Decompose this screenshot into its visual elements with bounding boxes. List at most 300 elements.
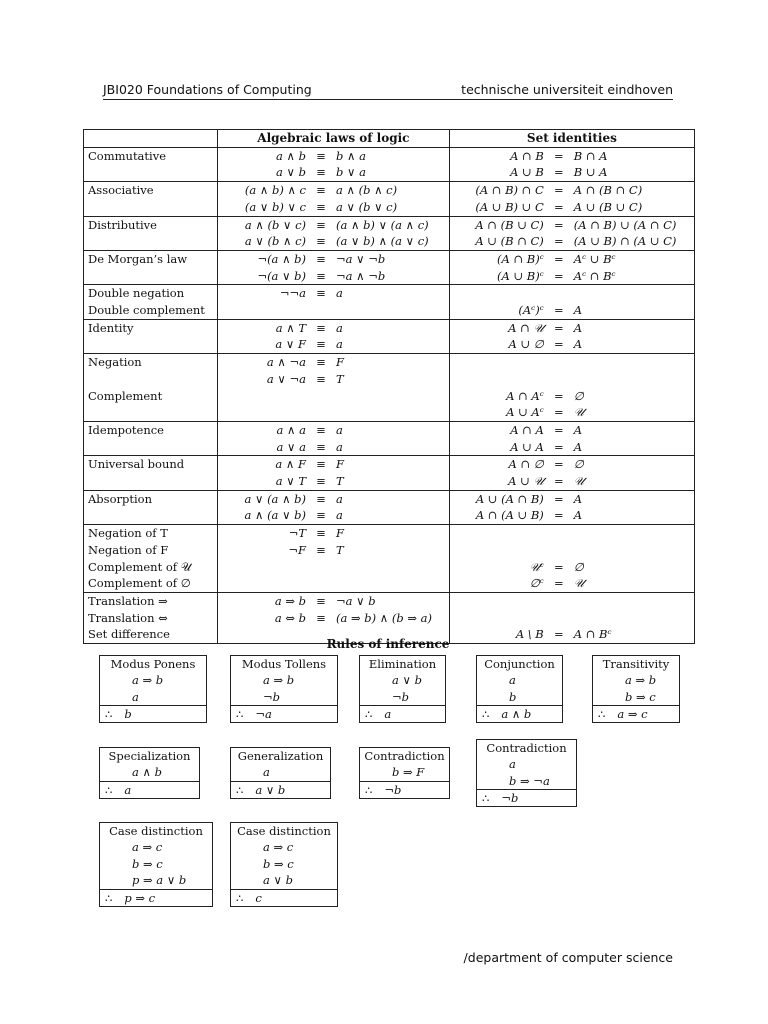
cell-le: ≡ xyxy=(316,337,326,352)
law-group xyxy=(84,456,695,490)
cell-lr: b ∧ a xyxy=(332,147,449,164)
cell-le: ≡ xyxy=(316,199,326,214)
cell-le: ≡ xyxy=(316,234,326,249)
cell-ll: a ⇒ b xyxy=(274,593,306,608)
cell-se: = xyxy=(553,183,564,198)
table-row xyxy=(84,404,695,421)
table-row xyxy=(84,216,695,233)
cell-se: = xyxy=(553,337,564,352)
cell-ll xyxy=(218,559,311,576)
cell-se: = xyxy=(553,422,564,437)
cell-sr xyxy=(570,610,695,627)
header-rule xyxy=(103,99,673,100)
cell-le xyxy=(310,404,332,421)
rule-box xyxy=(359,655,446,723)
cell-name xyxy=(84,473,218,490)
rule-conclusion-row xyxy=(231,781,330,798)
rule-premise: b xyxy=(509,689,517,704)
cell-ll: a ∧ a xyxy=(276,422,306,437)
cell-name: Double negation xyxy=(84,285,218,302)
cell-le: ≡ xyxy=(316,610,326,625)
cell-ll: a ∧ F xyxy=(275,457,306,472)
rule-premise: a xyxy=(509,757,516,771)
rule-box xyxy=(476,739,577,807)
header-blank-cell xyxy=(84,130,218,148)
cell-sl: (A ∪ B) ∪ C xyxy=(475,199,544,214)
cell-sl: (Aᶜ)ᶜ xyxy=(518,303,544,318)
rule-title: Modus Ponens xyxy=(110,657,196,671)
cell-sl: A ∪ (B ∩ C) xyxy=(475,234,544,249)
table-row xyxy=(84,319,695,336)
rule-box xyxy=(230,655,338,723)
table-row xyxy=(84,268,695,285)
therefore-symbol: ∴ xyxy=(105,782,113,797)
rule-title: Transitivity xyxy=(602,657,670,671)
rule-conclusion: c xyxy=(255,890,262,905)
rule-conclusion-row xyxy=(100,889,212,906)
cell-sl: A ∩ (A ∪ B) xyxy=(475,508,544,523)
rule-premise: a ⇒ c xyxy=(132,840,163,854)
cell-sl: (A ∩ B) ∩ C xyxy=(475,183,544,198)
cell-se: = xyxy=(553,576,564,591)
rule-box xyxy=(99,655,207,723)
cell-le xyxy=(310,388,332,405)
cell-lr: (a ∧ b) ∨ (a ∧ c) xyxy=(332,216,449,233)
law-group xyxy=(84,592,695,643)
rule-conclusion: a xyxy=(384,707,392,721)
cell-le xyxy=(310,302,332,319)
cell-sr: 𝒰 xyxy=(570,473,695,490)
rule-title: Conjunction xyxy=(484,657,555,671)
cell-sl: 𝒰ᶜ xyxy=(529,559,544,574)
cell-sl: A ∩ (B ∪ C) xyxy=(475,217,544,232)
rule-premise: a ∨ b xyxy=(263,873,293,887)
cell-sl: A ∩ ∅ xyxy=(508,457,544,472)
cell-name xyxy=(84,336,218,353)
cell-sr: ∅ xyxy=(570,456,695,473)
therefore-symbol: ∴ xyxy=(365,782,373,797)
cell-sr: ∅ xyxy=(570,559,695,576)
cell-lr: T xyxy=(332,371,449,388)
cell-sl: A ∪ Aᶜ xyxy=(506,405,544,420)
cell-lr: a xyxy=(332,285,449,302)
cell-le: ≡ xyxy=(316,355,326,370)
cell-ll: a ∨ ¬a xyxy=(266,371,306,386)
table-row xyxy=(84,421,695,438)
cell-le: ≡ xyxy=(316,320,326,335)
cell-sr xyxy=(570,371,695,388)
rule-premise: a xyxy=(509,673,516,687)
rule-conclusion: a ⇒ c xyxy=(617,707,648,721)
cell-se: = xyxy=(553,148,564,163)
cell-se xyxy=(548,592,570,609)
cell-sr xyxy=(570,285,695,302)
table-row xyxy=(84,610,695,627)
rule-premise: a ⇒ b xyxy=(263,673,295,687)
cell-le: ≡ xyxy=(316,542,326,557)
table-row xyxy=(84,542,695,559)
footer-department: /department of computer science xyxy=(463,950,673,965)
cell-lr xyxy=(332,559,449,576)
cell-ll: ¬(a ∧ b) xyxy=(257,251,306,266)
cell-le: ≡ xyxy=(316,268,326,283)
law-group xyxy=(84,421,695,455)
cell-sr: Aᶜ ∩ Bᶜ xyxy=(570,268,695,285)
cell-name xyxy=(84,164,218,181)
rule-title: Case distinction xyxy=(109,824,203,838)
rule-box xyxy=(359,747,450,799)
rule-conclusion-row xyxy=(231,705,337,722)
cell-name: Negation xyxy=(84,354,218,371)
cell-name: Translation ⇒ xyxy=(84,592,218,609)
cell-se xyxy=(548,371,570,388)
table-row xyxy=(84,525,695,542)
rule-conclusion: ¬b xyxy=(501,791,519,805)
cell-name: Idempotence xyxy=(84,421,218,438)
cell-sr: 𝒰 xyxy=(570,575,695,592)
laws-table-header xyxy=(84,130,695,148)
cell-le: ≡ xyxy=(316,286,326,301)
cell-sl xyxy=(449,525,548,542)
cell-sl: ∅ᶜ xyxy=(529,576,544,591)
cell-ll: a ∧ T xyxy=(275,320,306,335)
laws-table xyxy=(83,129,695,644)
rule-conclusion: a ∨ b xyxy=(255,782,286,797)
cell-ll: a ∨ (b ∧ c) xyxy=(244,234,306,249)
rule-title: Contradiction xyxy=(486,741,567,755)
rule-conclusion: ¬a xyxy=(255,707,272,721)
cell-ll: a ∧ (a ∨ b) xyxy=(244,508,306,523)
cell-le: ≡ xyxy=(316,148,326,163)
law-group xyxy=(84,525,695,593)
cell-lr: (a ∨ b) ∧ (a ∨ c) xyxy=(332,233,449,250)
rule-premise: b ⇒ c xyxy=(263,856,294,871)
rule-premise: b ⇒ F xyxy=(392,765,425,779)
law-group xyxy=(84,319,695,353)
cell-sl: A ∩ 𝒰 xyxy=(508,320,544,335)
cell-sl: A ∪ ∅ xyxy=(508,337,544,352)
cell-sr: A xyxy=(570,490,695,507)
therefore-symbol: ∴ xyxy=(365,707,373,721)
cell-se: = xyxy=(553,457,564,472)
rule-box xyxy=(99,747,200,799)
cell-ll: a ∨ T xyxy=(275,474,306,489)
cell-sr xyxy=(570,354,695,371)
cell-sl: (A ∩ B)ᶜ xyxy=(497,251,544,266)
cell-sr: ∅ xyxy=(570,388,695,405)
cell-se: = xyxy=(553,251,564,266)
table-row xyxy=(84,285,695,302)
rule-conclusion-row xyxy=(231,889,337,906)
cell-lr: T xyxy=(332,542,449,559)
cell-name: Complement xyxy=(84,388,218,405)
cell-name: Double complement xyxy=(84,302,218,319)
cell-sr: A xyxy=(570,439,695,456)
cell-name: Translation ⇔ xyxy=(84,610,218,627)
law-group xyxy=(84,285,695,319)
cell-sr: (A ∪ B) ∩ (A ∪ C) xyxy=(570,233,695,250)
law-group xyxy=(84,354,695,422)
rule-conclusion: ¬b xyxy=(384,782,402,797)
rule-conclusion-row xyxy=(100,781,199,798)
rule-box xyxy=(230,747,331,799)
cell-name: Negation of F xyxy=(84,542,218,559)
cell-name xyxy=(84,199,218,216)
cell-ll: a ∨ b xyxy=(276,165,306,180)
cell-lr: ¬a ∨ ¬b xyxy=(332,250,449,267)
cell-name xyxy=(84,268,218,285)
cell-le: ≡ xyxy=(316,593,326,608)
cell-lr: F xyxy=(332,525,449,542)
header-logic: Algebraic laws of logic xyxy=(218,130,450,148)
cell-name: Identity xyxy=(84,319,218,336)
table-row xyxy=(84,302,695,319)
cell-ll: ¬F xyxy=(288,542,306,557)
cell-name: Set difference xyxy=(84,626,218,643)
therefore-symbol: ∴ xyxy=(236,707,244,721)
cell-le: ≡ xyxy=(316,371,326,386)
rule-premise: ¬b xyxy=(392,689,409,704)
cell-le: ≡ xyxy=(316,474,326,489)
rule-conclusion-row xyxy=(593,705,679,722)
cell-sr: A xyxy=(570,421,695,438)
rule-conclusion: p ⇒ c xyxy=(124,890,156,905)
cell-lr: a xyxy=(332,439,449,456)
rule-premise: a ⇒ c xyxy=(263,840,294,854)
rule-premise: b ⇒ c xyxy=(625,689,656,704)
cell-ll: (a ∧ b) ∧ c xyxy=(244,183,306,198)
cell-lr: ¬a ∧ ¬b xyxy=(332,268,449,285)
cell-lr: (a ⇒ b) ∧ (b ⇒ a) xyxy=(332,610,449,627)
cell-se xyxy=(548,354,570,371)
cell-name xyxy=(84,371,218,388)
cell-sl xyxy=(449,542,548,559)
cell-le: ≡ xyxy=(316,491,326,506)
rule-premise: p ⇒ a ∨ b xyxy=(132,873,187,887)
rule-premise: a ⇒ b xyxy=(625,673,657,687)
rule-premise: a xyxy=(132,689,139,704)
cell-lr: a xyxy=(332,507,449,524)
cell-sr: Aᶜ ∪ Bᶜ xyxy=(570,250,695,267)
table-row xyxy=(84,439,695,456)
cell-lr: a xyxy=(332,319,449,336)
cell-name xyxy=(84,233,218,250)
rule-title: Specialization xyxy=(108,749,191,763)
rule-premise: a ∨ b xyxy=(392,673,422,687)
cell-se xyxy=(548,525,570,542)
cell-lr: F xyxy=(332,456,449,473)
cell-sr: A xyxy=(570,507,695,524)
cell-name: Commutative xyxy=(84,147,218,164)
cell-sr xyxy=(570,592,695,609)
cell-se: = xyxy=(553,217,564,232)
cell-ll: ¬¬a xyxy=(279,286,306,301)
cell-sr xyxy=(570,525,695,542)
table-row xyxy=(84,456,695,473)
rule-premise: a xyxy=(263,765,270,779)
cell-name: Complement of 𝒰 xyxy=(84,559,218,576)
cell-sr: (A ∩ B) ∪ (A ∩ C) xyxy=(570,216,695,233)
table-row xyxy=(84,388,695,405)
cell-sr xyxy=(570,542,695,559)
cell-name: Distributive xyxy=(84,216,218,233)
rule-conclusion: a xyxy=(124,782,132,797)
rule-premise: b ⇒ ¬a xyxy=(509,773,550,788)
rules-title: Rules of inference xyxy=(326,637,450,651)
cell-name xyxy=(84,404,218,421)
cell-le: ≡ xyxy=(316,165,326,180)
cell-se: = xyxy=(553,199,564,214)
cell-sl: (A ∪ B)ᶜ xyxy=(497,268,544,283)
cell-sl xyxy=(449,592,548,609)
cell-le: ≡ xyxy=(316,439,326,454)
rule-conclusion: a ∧ b xyxy=(501,707,532,721)
table-row xyxy=(84,336,695,353)
table-row xyxy=(84,182,695,199)
table-row xyxy=(84,199,695,216)
cell-sr: A ∩ Bᶜ xyxy=(570,626,695,643)
table-row xyxy=(84,147,695,164)
cell-lr xyxy=(332,388,449,405)
cell-se: = xyxy=(553,165,564,180)
cell-ll: a ∧ (b ∨ c) xyxy=(244,217,306,232)
cell-ll: a ∨ (a ∧ b) xyxy=(244,491,306,506)
header-sets: Set identities xyxy=(449,130,694,148)
cell-name xyxy=(84,439,218,456)
cell-se: = xyxy=(553,388,564,403)
cell-se: = xyxy=(553,474,564,489)
cell-sl: A ∪ (A ∩ B) xyxy=(475,491,544,506)
rule-premise: a ⇒ b xyxy=(132,673,164,687)
rule-conclusion-row xyxy=(360,705,445,722)
rule-title: Case distinction xyxy=(237,824,331,838)
table-row xyxy=(84,233,695,250)
cell-se: = xyxy=(553,559,564,574)
cell-name xyxy=(84,507,218,524)
cell-lr xyxy=(332,302,449,319)
table-row xyxy=(84,559,695,576)
table-row xyxy=(84,507,695,524)
cell-name: Associative xyxy=(84,182,218,199)
cell-sl xyxy=(449,371,548,388)
cell-lr xyxy=(332,404,449,421)
cell-sl: A ∩ Aᶜ xyxy=(506,388,544,403)
cell-name: Absorption xyxy=(84,490,218,507)
cell-sr: A ∩ (B ∩ C) xyxy=(570,182,695,199)
cell-se: = xyxy=(553,303,564,318)
therefore-symbol: ∴ xyxy=(482,707,490,721)
table-row xyxy=(84,354,695,371)
table-row xyxy=(84,592,695,609)
cell-ll xyxy=(218,404,311,421)
cell-sr: B ∩ A xyxy=(570,147,695,164)
header-university: technische universiteit eindhoven xyxy=(461,82,673,97)
therefore-symbol: ∴ xyxy=(482,791,490,805)
cell-le: ≡ xyxy=(316,422,326,437)
cell-lr: a ∧ (b ∧ c) xyxy=(332,182,449,199)
cell-sr: A xyxy=(570,336,695,353)
cell-le: ≡ xyxy=(316,508,326,523)
cell-se: = xyxy=(553,439,564,454)
cell-se xyxy=(548,542,570,559)
rule-title: Elimination xyxy=(368,657,437,671)
rule-conclusion-row xyxy=(100,705,206,722)
cell-name: Negation of T xyxy=(84,525,218,542)
rule-box xyxy=(230,822,338,907)
table-row xyxy=(84,164,695,181)
rule-title: Contradiction xyxy=(364,749,445,763)
rule-title: Modus Tollens xyxy=(241,657,327,671)
cell-sr: A xyxy=(570,319,695,336)
cell-se: = xyxy=(553,320,564,335)
rule-premise: b ⇒ c xyxy=(132,856,163,871)
rule-conclusion-row xyxy=(360,781,449,798)
cell-sl: A ∪ A xyxy=(510,439,544,454)
cell-se xyxy=(548,285,570,302)
cell-lr: a ∨ (b ∨ c) xyxy=(332,199,449,216)
therefore-symbol: ∴ xyxy=(236,782,244,797)
table-row xyxy=(84,490,695,507)
cell-ll xyxy=(218,302,311,319)
therefore-symbol: ∴ xyxy=(105,707,113,721)
cell-sl xyxy=(449,285,548,302)
cell-le xyxy=(310,575,332,592)
cell-sl: A ∩ B xyxy=(510,148,544,163)
cell-ll: ¬(a ∨ b) xyxy=(257,268,306,283)
table-row xyxy=(84,371,695,388)
cell-se: = xyxy=(553,627,564,642)
cell-sl: A \ B xyxy=(515,627,544,642)
cell-sl: A ∩ A xyxy=(510,422,544,437)
cell-ll: (a ∨ b) ∨ c xyxy=(244,199,306,214)
cell-le: ≡ xyxy=(316,526,326,541)
cell-lr: a xyxy=(332,490,449,507)
cell-lr: a xyxy=(332,336,449,353)
cell-ll: a ∨ F xyxy=(275,337,306,352)
cell-se: = xyxy=(553,268,564,283)
cell-name: Universal bound xyxy=(84,456,218,473)
cell-le: ≡ xyxy=(316,183,326,198)
cell-sl: A ∪ 𝒰 xyxy=(508,474,544,489)
cell-lr: ¬a ∨ b xyxy=(332,592,449,609)
cell-ll: ¬T xyxy=(288,526,306,541)
header-course-title: JBI020 Foundations of Computing xyxy=(103,82,312,97)
cell-sl xyxy=(449,610,548,627)
cell-lr: T xyxy=(332,473,449,490)
rule-box xyxy=(592,655,680,723)
law-group xyxy=(84,147,695,181)
cell-sr: A ∪ (B ∪ C) xyxy=(570,199,695,216)
law-group xyxy=(84,182,695,216)
cell-name: De Morgan’s law xyxy=(84,250,218,267)
cell-lr: b ∨ a xyxy=(332,164,449,181)
cell-sr: A xyxy=(570,302,695,319)
rule-conclusion: b xyxy=(124,707,132,721)
cell-lr xyxy=(332,575,449,592)
therefore-symbol: ∴ xyxy=(105,890,113,905)
law-group xyxy=(84,250,695,284)
cell-ll: a ∧ ¬a xyxy=(266,355,306,370)
therefore-symbol: ∴ xyxy=(236,890,244,905)
cell-ll xyxy=(218,575,311,592)
cell-ll xyxy=(218,388,311,405)
cell-lr: a xyxy=(332,421,449,438)
cell-le: ≡ xyxy=(316,251,326,266)
rule-title: Generalization xyxy=(237,749,324,763)
cell-se: = xyxy=(553,405,564,420)
cell-se xyxy=(548,610,570,627)
table-row xyxy=(84,250,695,267)
